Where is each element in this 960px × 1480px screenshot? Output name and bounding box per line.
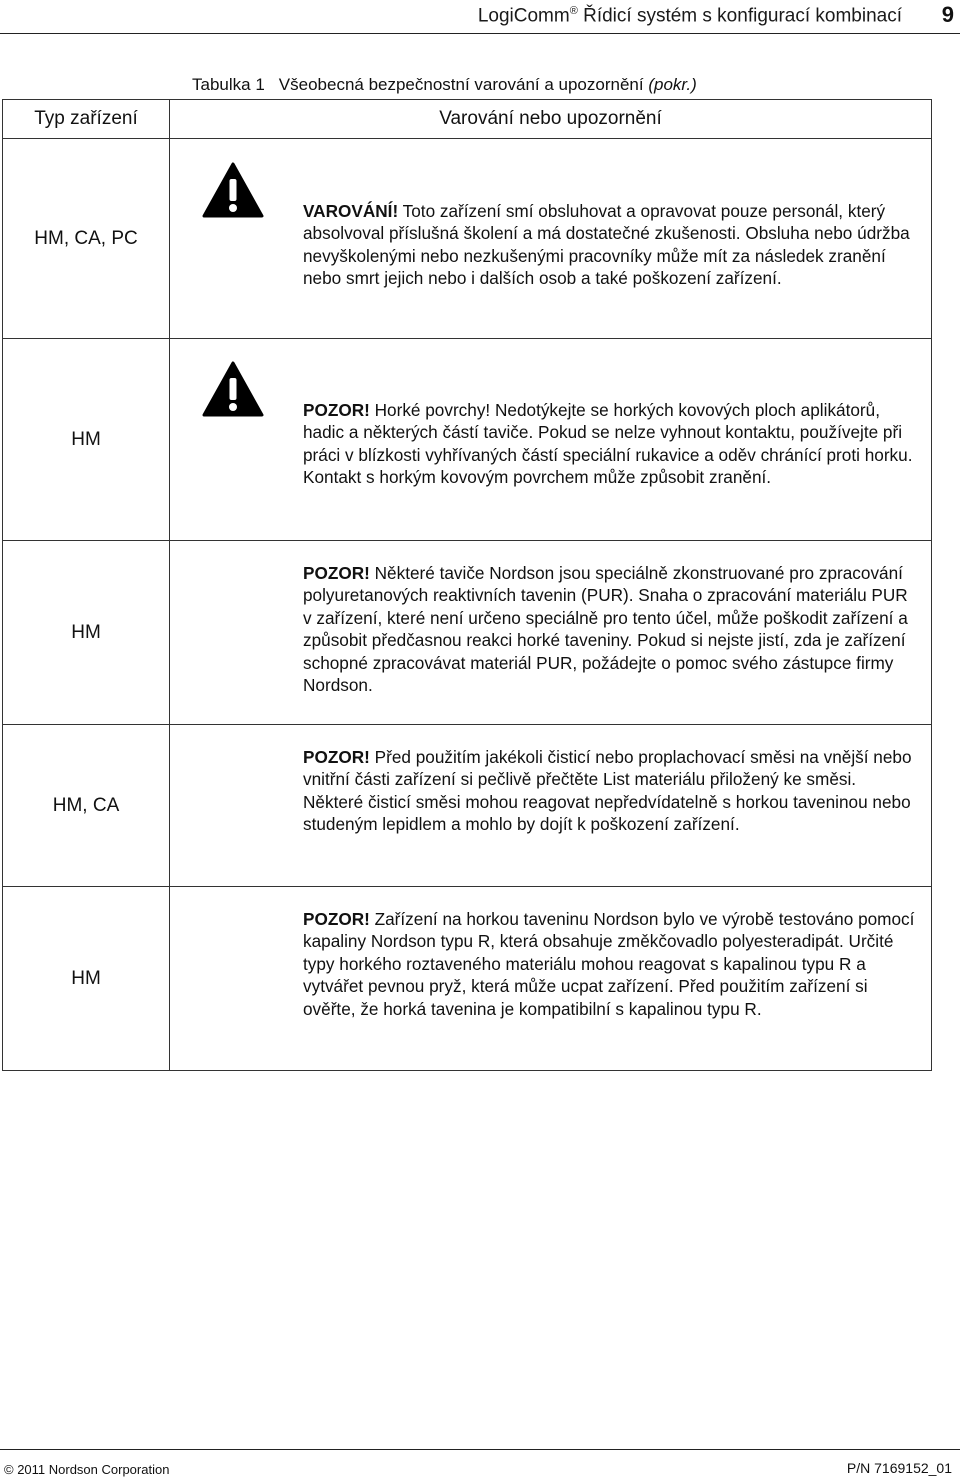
message-body: Horké povrchy! Nedotýkejte se horkých kovových ploch aplikátorů, hadic a některých částí taviče. Pokud se nelze vyhnout kontaktu, používejte při práci v blízkosti vyhřívaných částí speciální rukavice a oděv chránící proti horku. Kontakt s horkým kovovým povrchem může způsobit zranění. xyxy=(303,400,913,488)
table-continued: (pokr.) xyxy=(648,75,697,94)
table-row xyxy=(3,339,932,541)
message-keyword: POZOR! xyxy=(303,909,370,929)
warning-triangle-icon xyxy=(202,162,264,218)
warning-triangle-icon xyxy=(202,361,264,417)
message-cell xyxy=(170,725,932,887)
message-body: Toto zařízení smí obsluhovat a opravovat pouze personál, který absolvoval příslušná školení a má dostatečné zkušenosti. Obsluha nebo údržba nevyškolenými nebo nezkušenými pracovníky může mít za následek zranění nebo smrt jejich nebo i dalších osob a také poškození zařízení. xyxy=(303,201,910,289)
table-row xyxy=(3,887,932,1071)
message-body: Zařízení na horkou taveninu Nordson bylo ve výrobě testováno pomocí kapaliny Nordson typu R, která obsahuje změkčovadlo polyesteradipát. Určité typy horkého roztaveného materiálu mohou reagovat s kapalinou typu R a vytvářet pevnou pryž, která může ucpat zařízení. Před použitím zařízení si ověřte, že horká tavenina je kompatibilní s kapalinou typu R. xyxy=(303,909,915,1019)
footer-rule xyxy=(0,1449,960,1450)
table-caption xyxy=(192,75,697,95)
table-row xyxy=(3,725,932,887)
equipment-type: HM, CA xyxy=(3,725,170,887)
column-header-message: Varování nebo upozornění xyxy=(170,100,932,139)
table-row xyxy=(3,139,932,339)
message-text xyxy=(303,725,917,836)
message-text xyxy=(303,887,917,1020)
safety-table xyxy=(2,99,932,1071)
page-header xyxy=(0,0,960,34)
equipment-type: HM xyxy=(3,339,170,541)
header-rule xyxy=(0,33,960,34)
table-row xyxy=(3,541,932,725)
page-number: 9 xyxy=(941,2,954,27)
equipment-type: HM, CA, PC xyxy=(3,139,170,339)
message-text xyxy=(303,339,917,489)
message-cell xyxy=(170,139,932,339)
header-title-prefix: LogiComm xyxy=(477,5,570,27)
header-title xyxy=(478,5,902,27)
column-header-type: Typ zařízení xyxy=(3,100,170,139)
footer-copyright: © 2011 Nordson Corporation xyxy=(4,1462,170,1477)
equipment-type: HM xyxy=(3,541,170,725)
message-text xyxy=(303,541,917,696)
message-cell xyxy=(170,339,932,541)
table-header-row xyxy=(3,100,932,139)
registered-mark: ® xyxy=(569,5,578,17)
message-text xyxy=(303,139,917,290)
message-keyword: POZOR! xyxy=(303,747,370,767)
message-keyword: POZOR! xyxy=(303,400,370,420)
table-title: Všeobecná bezpečnostní varování a upozornění xyxy=(278,75,644,94)
message-body: Před použitím jakékoli čisticí nebo proplachovací směsi na vnější nebo vnitřní části zařízení si pečlivě přečtěte List materiálu přiložený ke směsi. Některé čisticí směsi mohou reagovat nepředvídatelně s horkou taveninou nebo studeným lepidlem a mohlo by dojít k poškození zařízení. xyxy=(303,747,912,835)
footer-part-number: P/N 7169152_01 xyxy=(846,1460,952,1476)
message-keyword: VAROVÁNÍ! xyxy=(303,201,399,221)
message-body: Některé taviče Nordson jsou speciálně zkonstruované pro zpracování polyuretanových reaktivních tavenin (PUR). Snaha o zpracování materiálu PUR v zařízení, které není určeno speciálně pro tento účel, může poškodit zařízení a způsobit předčasnou reakci horké taveniny. Pokud si nejste jistí, zda je zařízení schopné zpracovávat materiál PUR, požádejte o pomoc svého zástupce firmy Nordson. xyxy=(303,563,908,696)
header-title-suffix: Řídicí systém s konfigurací kombinací xyxy=(583,5,902,27)
message-cell xyxy=(170,887,932,1071)
message-cell xyxy=(170,541,932,725)
table-number: Tabulka 1 xyxy=(192,75,265,94)
equipment-type: HM xyxy=(3,887,170,1071)
message-keyword: POZOR! xyxy=(303,563,370,583)
